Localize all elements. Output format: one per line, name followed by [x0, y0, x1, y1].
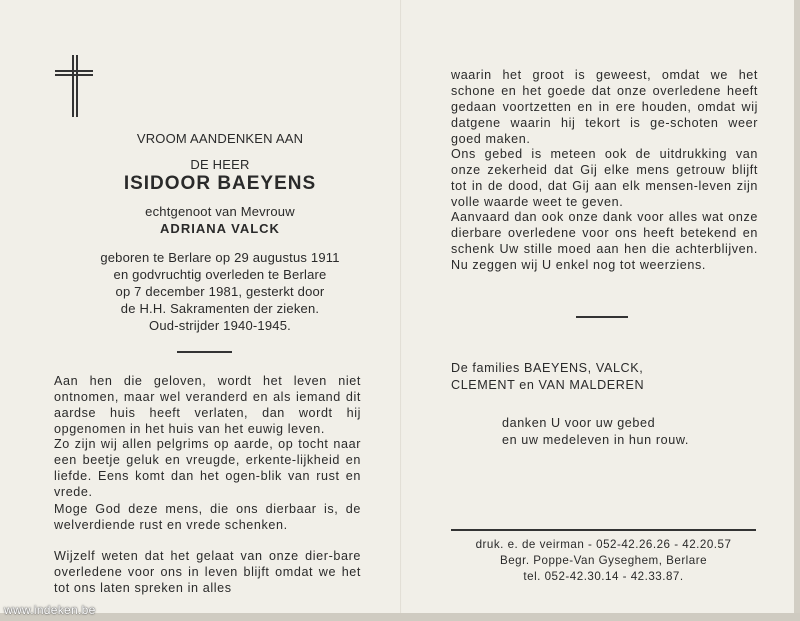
left-paragraph-1: Aan hen die geloven, wordt het leven niet ontnomen, maar wel veranderd en als iemand dit aardse huis heeft verlaten, dan wordt hij opgenomen in het huis van het euwig leven. — [54, 374, 361, 436]
spouse-name: ADRIANA VALCK — [160, 221, 280, 236]
bio-line: de H.H. Sakramenten der zieken. — [120, 301, 320, 316]
thanks-line-2: en uw medeleven in hun rouw. — [502, 433, 689, 447]
printer-line: druk. e. de veirman - 052-42.26.26 - 42.20.57 — [475, 538, 732, 551]
bio-block — [40, 249, 400, 334]
left-paragraph-3: Moge God deze mens, die ons dierbaar is, de welverdiende rust en vrede schenken. — [54, 502, 361, 532]
printer-rule — [451, 529, 756, 531]
right-paragraph-1: waarin het groot is geweest, omdat we het schone en het goede dat onze overledene heeft gedaan voortzetten en in ere houden, omdat wij datgene waarin hij tekort is ge-schoten weer goed maken. — [451, 68, 758, 146]
bio-line: geboren te Berlare op 29 augustus 1911 — [100, 250, 340, 265]
card-edge-right — [794, 0, 800, 621]
card-edge-bottom — [0, 613, 800, 621]
watermark-text: www.indeken.be — [4, 603, 96, 617]
right-paragraph-2: Ons gebed is meteen ook de uitdrukking van onze zekerheid dat Gij elke mens getrouw blijft tot in de dood, dat Gij aan elk mensen-leven zijn volle waarde weet te geven. — [451, 147, 758, 209]
bio-line: op 7 december 1981, gesterkt door — [115, 284, 325, 299]
printer-block — [451, 537, 756, 585]
right-paragraph-3: Aanvaard dan ook onze dank voor alles wat onze dierbare overledene voor ons heeft betekend en schenk Uw stille moed aan hen die achterblijven. Nu zeggen wij U enkel nog tot weerziens. — [451, 210, 758, 272]
spouse-line: echtgenoot van Mevrouw — [145, 204, 295, 219]
deceased-name: ISIDOOR BAEYENS — [123, 173, 317, 194]
families-line-1: De families BAEYENS, VALCK, — [451, 361, 644, 375]
printer-line: tel. 052-42.30.14 - 42.33.87. — [523, 570, 684, 583]
thanks-line-1: danken U voor uw gebed — [502, 416, 656, 430]
left-paragraph-4: Wijzelf weten dat het gelaat van onze dier-bare overledene voor ons in leven blijft omdat we het tot ons laten spreken in alles — [54, 549, 361, 595]
divider-left — [177, 351, 232, 353]
divider-right — [576, 316, 628, 318]
title-prefix: DE HEER — [190, 157, 250, 172]
header-text: VROOM AANDENKEN AAN — [136, 131, 304, 146]
printer-line: Begr. Poppe-Van Gyseghem, Berlare — [499, 554, 708, 567]
bio-line: Oud-strijder 1940-1945. — [149, 318, 291, 333]
cross-icon — [55, 55, 93, 117]
bio-line: en godvruchtig overleden te Berlare — [113, 267, 327, 282]
left-paragraph-2: Zo zijn wij allen pelgrims op aarde, op tocht naar een beetje geluk en vreugde, erkente-lijkheid en liefde. Eens komt dan het ogen-blik van rust en vrede. — [54, 437, 361, 499]
families-line-2: CLEMENT en VAN MALDEREN — [451, 378, 645, 392]
card-fold — [400, 0, 402, 621]
